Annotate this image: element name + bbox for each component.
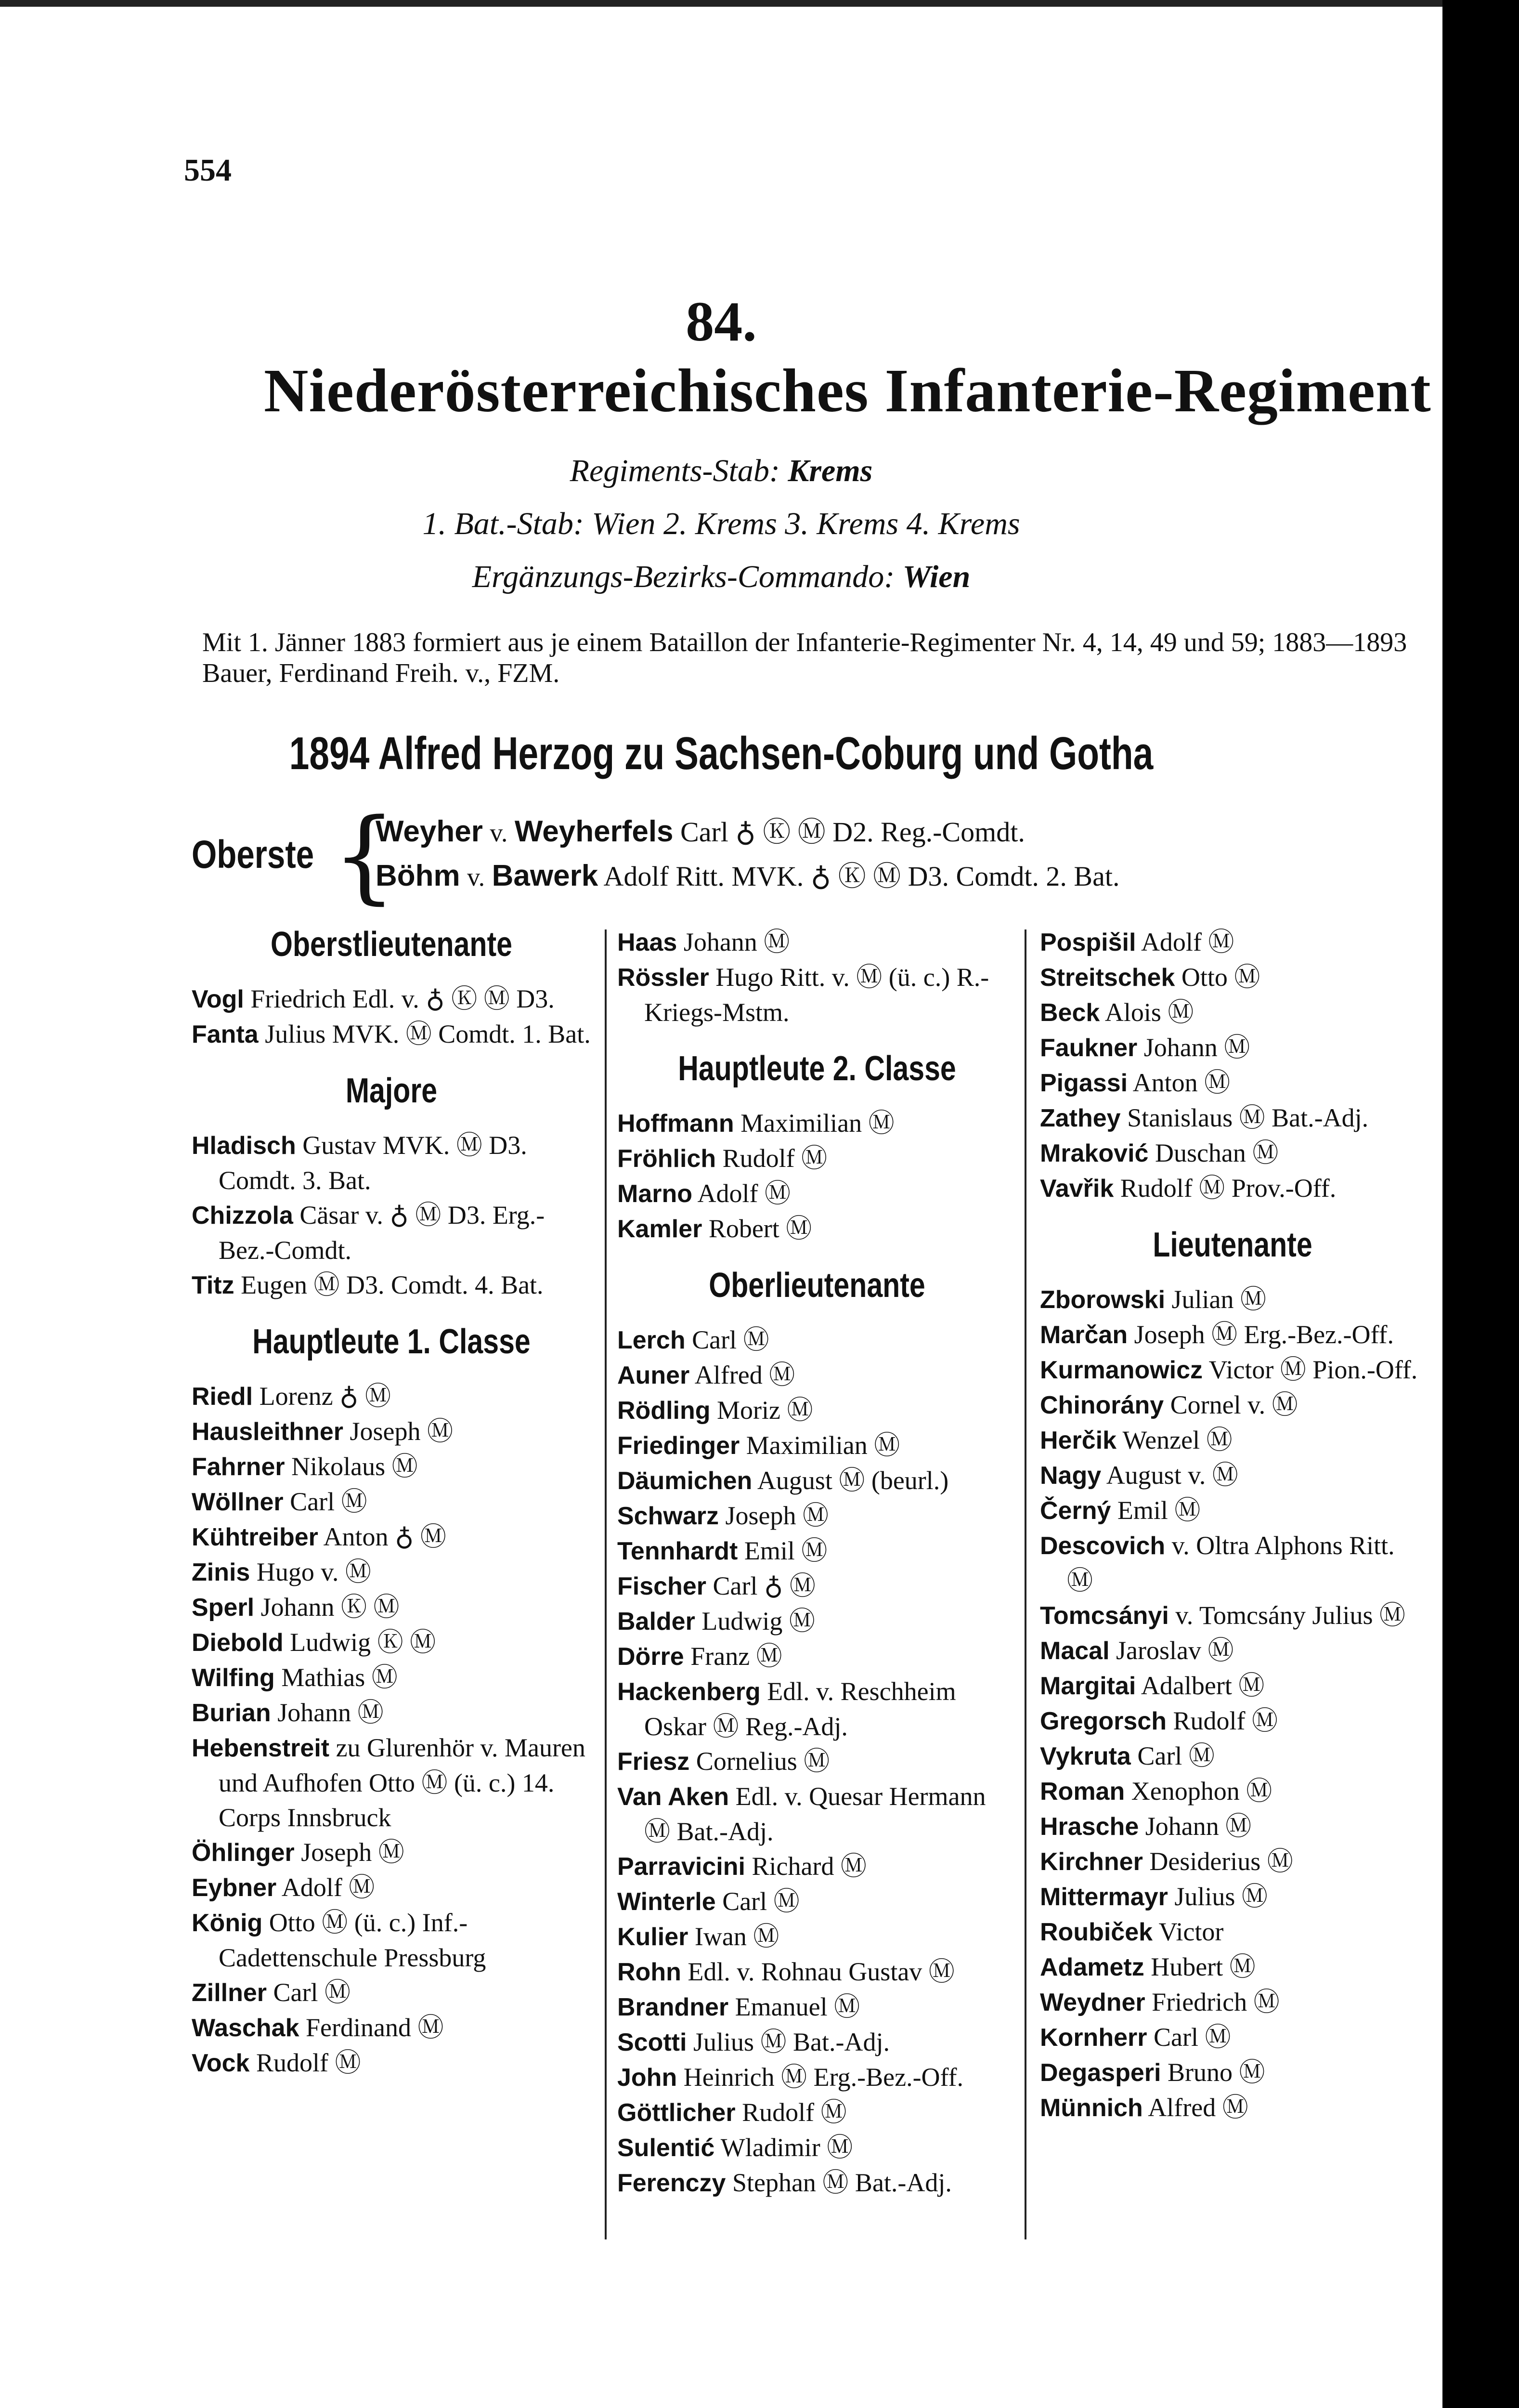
officer-surname: Däumichen [617,1467,753,1495]
officer-details: Adolf Ⓜ [697,1179,791,1208]
officer-entry [1040,1668,1425,1703]
officer-details: Carl Ⓜ [273,1978,351,2007]
officer-details: Otto Ⓜ [1181,963,1260,992]
officer-entry [1040,1950,1425,1985]
officer-entry [1040,1317,1425,1352]
officer-surname: Adametz [1040,1953,1144,1981]
officer-surname: Degasperi [1040,2059,1161,2087]
officer-details: Carl Ⓜ [1137,1741,1215,1770]
officer-details: v. Tomcsány Julius Ⓜ [1175,1601,1406,1630]
officer-surname: Winterle [617,1888,716,1916]
officer-surname: Beck [1040,999,1100,1027]
officer-surname: Kirchner [1040,1848,1143,1876]
officer-surname: Zathey [1040,1104,1121,1132]
officer-surname: Öhlinger [192,1839,295,1867]
officer-entry [617,1989,1017,2025]
officer-details: Bruno Ⓜ [1167,2058,1265,2087]
officer-surname: Mittermayr [1040,1883,1168,1911]
officer-entry [617,1569,1017,1604]
rank-heading: Hauptleute 1. Classe [252,1322,531,1361]
officer-details: Anton Ⓜ [1132,1068,1231,1097]
officer-entry [192,1519,591,1555]
officer-details: Rudolf Ⓜ [742,2098,847,2127]
officer-details: Edl. v. Reschheim Oskar Ⓜ Reg.-Adj. [644,1677,956,1741]
oberste-name2: Weyherfels [514,815,674,848]
officer-surname: Roman [1040,1778,1125,1806]
officer-details: Alfred Ⓜ [1148,2093,1248,2122]
officer-details: Moriz Ⓜ [717,1396,813,1425]
officer-entry [617,1211,1017,1246]
officer-surname: Burian [192,1699,271,1727]
rank-heading: Hauptleute 2. Classe [678,1049,956,1088]
officer-entry [1040,1598,1425,1633]
scan-top-edge [0,0,1442,7]
officer-details: Richard Ⓜ [752,1852,867,1881]
oberste-entry [376,809,1025,850]
officer-surname: Hladisch [192,1132,296,1160]
officer-surname: Černý [1040,1497,1111,1525]
regiment-patron: 1894 Alfred Herzog zu Sachsen-Coburg und Gotha [289,728,1154,779]
oberste-entry [376,853,1119,894]
officer-surname: Brandner [617,1993,729,2021]
officer-entry [1040,1282,1425,1317]
officer-surname: Scotti [617,2028,687,2056]
officer-surname: Pospišil [1040,929,1136,956]
officer-surname: Parravicini [617,1853,745,1881]
officer-details: Victor Ⓜ Pion.-Off. [1208,1355,1418,1384]
officer-entry [1040,1030,1425,1065]
officer-details: Emanuel Ⓜ [735,1992,860,2021]
officer-surname: Zinis [192,1558,250,1586]
officer-entry [192,1695,591,1730]
officer-entry [192,1905,591,1975]
officer-surname: Kamler [617,1215,702,1243]
officer-surname: Kulier [617,1923,688,1951]
officer-details: Hugo Ritt. v. Ⓜ (ü. c.) R.-Kriegs-Mstm. [644,963,989,1027]
officer-details: Adolf Ⓜ [281,1873,375,1902]
officer-entry [192,1975,591,2010]
officer-details: Desiderius Ⓜ [1149,1847,1293,1876]
officer-surname: Wöllner [192,1488,284,1516]
oberste-label: Oberste [192,833,314,877]
officer-details: Edl. v. Quesar Hermann Ⓜ Bat.-Adj. [644,1782,986,1846]
oberste-details: Adolf Ritt. MVK. ♁ Ⓚ Ⓜ D3. Comdt. 2. Bat. [603,861,1120,892]
officer-surname: John [617,2064,677,2092]
officer-details: Johann Ⓜ [1143,1033,1250,1062]
officer-details: Otto Ⓜ (ü. c.) Inf.-Cadettenschule Pressburg [219,1908,486,1972]
officer-entry [617,1141,1017,1176]
column-divider [605,929,607,2239]
officer-details: Johann Ⓜ [683,928,790,956]
regiment-number: 84. [686,290,757,353]
officer-details: Friedrich Ⓜ [1152,1988,1280,2016]
officer-entry [1040,1633,1425,1668]
brace-symbol: { [332,797,397,915]
officer-surname: Waschak [192,2014,299,2042]
officer-details: Carl Ⓜ [290,1487,367,1516]
officer-entry [1040,1352,1425,1387]
officer-entry [617,1106,1017,1141]
officer-surname: König [192,1909,263,1937]
officer-entry [617,1176,1017,1211]
officer-details: Friedrich Edl. v. ♁ Ⓚ Ⓜ D3. [250,984,555,1013]
officer-surname: Rössler [617,964,709,992]
officer-details: Joseph Ⓜ Erg.-Bez.-Off. [1134,1320,1394,1349]
officer-entry [1040,1493,1425,1528]
roster-column-2 [617,925,1017,2200]
officer-surname: Dörre [617,1643,684,1671]
officer-details: Joseph Ⓜ [350,1417,453,1446]
officer-entry [1040,1985,1425,2020]
officer-entry [617,1358,1017,1393]
officer-entry [1040,995,1425,1030]
officer-entry [192,1268,591,1303]
officer-surname: Pigassi [1040,1069,1128,1097]
officer-details: Mathias Ⓜ [281,1663,398,1692]
officer-surname: Descovich [1040,1532,1166,1560]
officer-surname: Vykruta [1040,1742,1131,1770]
officer-surname: Sulentić [617,2134,715,2162]
officer-entry [617,925,1017,960]
officer-entry [1040,1065,1425,1100]
officer-details: Adalbert Ⓜ [1141,1671,1265,1700]
ergaenzung-line [0,559,1442,595]
officer-entry [192,1379,591,1414]
officer-details: Stephan Ⓜ Bat.-Adj. [732,2168,952,2197]
officer-surname: Roubiček [1040,1918,1153,1946]
officer-details: Wladimir Ⓜ [720,2133,853,2162]
officer-surname: Rohn [617,1958,681,1986]
regiment-title: Niederösterreichisches Infanterie-Regiment [264,356,1431,425]
regiments-stab-value: Krems [788,453,873,488]
officer-entry [192,1870,591,1905]
officer-surname: Hoffmann [617,1110,734,1138]
officer-details: Johann Ⓜ [277,1698,384,1727]
officer-entry [617,1954,1017,1989]
officer-details: Emil Ⓜ [744,1536,828,1565]
officer-entry [1040,1528,1425,1598]
officer-surname: Sperl [192,1594,255,1622]
officer-entry [192,1414,591,1449]
officer-surname: Riedl [192,1383,253,1411]
officer-entry [1040,960,1425,995]
officer-surname: Margitai [1040,1672,1136,1700]
officer-entry [617,1744,1017,1779]
oberste-mid: v. [490,818,508,847]
officer-surname: Rödling [617,1397,711,1425]
officer-details: v. Oltra Alphons Ritt. Ⓜ [1067,1531,1395,1595]
officer-entry [1040,1171,1425,1206]
officer-details: Joseph Ⓜ [725,1501,829,1530]
officer-details: Johann Ⓜ [1145,1812,1252,1841]
officer-surname: Hebenstreit [192,1734,330,1762]
officer-surname: Macal [1040,1637,1110,1665]
officer-entry [617,1322,1017,1358]
officer-details: Hubert Ⓜ [1151,1952,1256,1981]
officer-entry [1040,1423,1425,1458]
officer-entry [1040,1458,1425,1493]
officer-details: Carl Ⓜ [1153,2023,1231,2052]
officer-surname: Friedinger [617,1432,740,1460]
officer-entry [1040,1774,1425,1809]
officer-details: Cornel v. Ⓜ [1170,1390,1298,1419]
roster-column-1 [192,925,591,2081]
officer-details: Carl Ⓜ [722,1887,800,1916]
formation-note: Mit 1. Jänner 1883 formiert aus je einem Bataillon der Infanterie-Regimenter Nr. 4, 14, 49 und 59; 1883—1893 Bauer, Ferdinand Freih. v., FZM. [202,628,1407,688]
officer-surname: Mraković [1040,1139,1149,1167]
oberste-name: Böhm [376,859,460,892]
officer-surname: Fahrner [192,1453,285,1481]
officer-entry [1040,1136,1425,1171]
officer-entry [1040,1914,1425,1950]
officer-details: Victor [1158,1917,1224,1946]
officer-surname: Diebold [192,1629,284,1657]
officer-details: Iwan Ⓜ [694,1922,779,1951]
officer-surname: Göttlicher [617,2099,736,2127]
officer-details: Hugo v. Ⓜ [256,1557,371,1586]
officer-surname: Fröhlich [617,1145,716,1173]
officer-surname: Hackenberg [617,1678,761,1706]
officer-surname: Streitschek [1040,964,1175,992]
officer-entry [617,2025,1017,2060]
officer-entry [617,1919,1017,1954]
officer-entry [617,2165,1017,2200]
officer-surname: Weydner [1040,1989,1145,2016]
officer-entry [617,1533,1017,1569]
officer-entry [1040,1844,1425,1879]
officer-surname: Ferenczy [617,2169,726,2197]
officer-entry [1040,2020,1425,2055]
officer-entry [617,1498,1017,1533]
officer-details: Cornelius Ⓜ [696,1747,830,1776]
officer-details: Rudolf Ⓜ [1173,1706,1278,1735]
ergaenzung-value: Wien [902,559,971,594]
battalion-stab-line: 1. Bat.-Stab: Wien 2. Krems 3. Krems 4. Krems [422,506,1020,541]
officer-surname: Fischer [617,1572,706,1600]
officer-details: Gustav MVK. Ⓜ D3. Comdt. 3. Bat. [219,1131,527,1195]
officer-surname: Fanta [192,1021,259,1048]
officer-details: Robert Ⓜ [708,1214,812,1243]
officer-details: Xenophon Ⓜ [1131,1777,1272,1806]
page-number: 554 [184,153,232,188]
officer-details: Alois Ⓜ [1104,998,1194,1027]
officer-details: Anton ♁ Ⓜ [323,1522,446,1551]
officer-details: Rudolf Ⓜ Prov.-Off. [1120,1174,1337,1203]
officer-entry [192,1198,591,1268]
officer-surname: Auner [617,1361,690,1389]
officer-details: Rudolf Ⓜ [722,1144,828,1173]
officer-entry [617,2130,1017,2165]
officer-details: August Ⓜ (beurl.) [757,1466,949,1495]
officer-entry [617,1884,1017,1919]
officer-surname: Chizzola [192,1202,293,1230]
officer-entry [617,1779,1017,1849]
officer-surname: Kurmanowicz [1040,1356,1203,1384]
officer-entry [617,2060,1017,2095]
officer-details: August v. Ⓜ [1106,1461,1238,1490]
officer-details: Joseph Ⓜ [301,1838,404,1867]
officer-entry [192,982,591,1017]
officer-entry [617,1393,1017,1428]
officer-surname: Nagy [1040,1462,1102,1490]
officer-entry [617,1639,1017,1674]
officer-details: Julius Ⓜ [1174,1882,1268,1911]
officer-entry [617,1604,1017,1639]
officer-details: Ludwig Ⓚ Ⓜ [290,1628,436,1657]
officer-entry [192,1017,591,1052]
officer-entry [192,1484,591,1519]
officer-details: Heinrich Ⓜ Erg.-Bez.-Off. [683,2063,964,2092]
officer-surname: Herčik [1040,1426,1117,1454]
officer-surname: Kornherr [1040,2024,1147,2052]
officer-entry [192,1660,591,1695]
officer-entry [617,960,1017,1030]
officer-entry [1040,1809,1425,1844]
officer-entry [1040,1387,1425,1423]
officer-entry [617,1849,1017,1884]
officer-surname: Tennhardt [617,1537,738,1565]
officer-surname: Kühtreiber [192,1523,318,1551]
officer-details: Franz Ⓜ [690,1642,782,1671]
officer-surname: Schwarz [617,1502,719,1530]
officer-details: Julius MVK. Ⓜ Comdt. 1. Bat. [265,1020,591,1048]
officer-entry [192,1449,591,1484]
oberste-mid: v. [467,863,485,891]
officer-details: Adolf Ⓜ [1141,928,1234,956]
officer-entry [192,1730,591,1835]
officer-entry [1040,1100,1425,1136]
officer-surname: Marno [617,1180,692,1208]
officer-details: Ludwig Ⓜ [701,1607,815,1636]
officer-entry [1040,1703,1425,1739]
officer-surname: Lerch [617,1326,686,1354]
regiments-stab-line [0,453,1442,489]
officer-details: Edl. v. Rohnau Gustav Ⓜ [688,1957,955,1986]
officer-details: Rudolf Ⓜ [256,2048,361,2077]
officer-surname: Van Aken [617,1783,729,1811]
officer-details: Nikolaus Ⓜ [291,1452,418,1481]
rank-heading: Oberstlieutenante [271,925,512,964]
officer-surname: Zborowski [1040,1286,1166,1314]
officer-surname: Vock [192,2049,250,2077]
officer-entry [192,1555,591,1590]
officer-surname: Hausleithner [192,1418,343,1446]
officer-details: Alfred Ⓜ [694,1361,795,1389]
officer-surname: Haas [617,929,677,956]
officer-surname: Friesz [617,1748,690,1776]
officer-entry [1040,1879,1425,1914]
officer-surname: Wilfing [192,1664,275,1692]
officer-surname: Vogl [192,985,244,1013]
officer-entry [617,1428,1017,1463]
officer-details: Lorenz ♁ Ⓜ [259,1382,391,1411]
officer-surname: Münnich [1040,2094,1143,2122]
officer-entry [1040,925,1425,960]
officer-entry [192,2010,591,2045]
officer-surname: Hrasche [1040,1813,1139,1841]
officer-details: Carl ♁ Ⓜ [713,1571,816,1600]
ergaenzung-label: Ergänzungs-Bezirks-Commando: [472,559,895,594]
officer-details: Jaroslav Ⓜ [1116,1636,1234,1665]
officer-entry [617,1463,1017,1498]
officer-details: zu Glurenhör v. Mauren und Aufhofen Otto Ⓜ (ü. c.) 14. Corps Innsbruck [219,1733,585,1832]
officer-details: Stanislaus Ⓜ Bat.-Adj. [1127,1103,1369,1132]
officer-details: Duschan Ⓜ [1155,1139,1279,1167]
officer-details: Wenzel Ⓜ [1122,1426,1233,1454]
officer-entry [617,2095,1017,2130]
officer-details: Carl Ⓜ [692,1325,769,1354]
officer-surname: Chinorány [1040,1391,1164,1419]
officer-surname: Balder [617,1608,695,1636]
officer-entry [1040,2055,1425,2090]
officer-details: Julius Ⓜ Bat.-Adj. [693,2028,890,2056]
officer-details: Maximilian Ⓜ [740,1109,895,1138]
officer-surname: Eybner [192,1874,277,1902]
oberste-name: Weyher [376,815,483,848]
officer-surname: Vavřik [1040,1175,1114,1203]
officer-entry [1040,1739,1425,1774]
roster-column-3 [1040,925,1425,2125]
officer-entry [192,1128,591,1198]
oberste-details: Carl ♁ Ⓚ Ⓜ D2. Reg.-Comdt. [680,816,1025,848]
officer-details: Maximilian Ⓜ [746,1431,900,1460]
officer-entry [617,1674,1017,1744]
officer-entry [192,1590,591,1625]
scan-border [1442,0,1519,2408]
officer-surname: Tomcsányi [1040,1602,1169,1630]
rank-heading: Lieutenante [1153,1226,1312,1264]
officer-details: Julian Ⓜ [1171,1285,1267,1314]
officer-entry [192,1835,591,1870]
officer-surname: Faukner [1040,1034,1138,1062]
officer-entry [192,2045,591,2081]
officer-details: Johann Ⓚ Ⓜ [260,1593,400,1622]
officer-details: Ferdinand Ⓜ [306,2013,444,2042]
officer-surname: Gregorsch [1040,1707,1167,1735]
officer-entry [192,1625,591,1660]
officer-surname: Zillner [192,1979,267,2007]
oberste-name2: Bawerk [492,859,598,892]
officer-details: Emil Ⓜ [1117,1496,1201,1525]
officer-surname: Titz [192,1271,234,1299]
regiments-stab-label: Regiments-Stab: [570,453,780,488]
officer-entry [1040,2090,1425,2125]
rank-heading: Majore [345,1072,438,1110]
rank-heading: Oberlieutenante [709,1266,925,1305]
column-divider [1025,929,1026,2239]
officer-details: Eugen Ⓜ D3. Comdt. 4. Bat. [241,1270,544,1299]
officer-details: Cäsar v. ♁ Ⓜ D3. Erg.-Bez.-Comdt. [219,1201,545,1265]
officer-surname: Marčan [1040,1321,1128,1349]
